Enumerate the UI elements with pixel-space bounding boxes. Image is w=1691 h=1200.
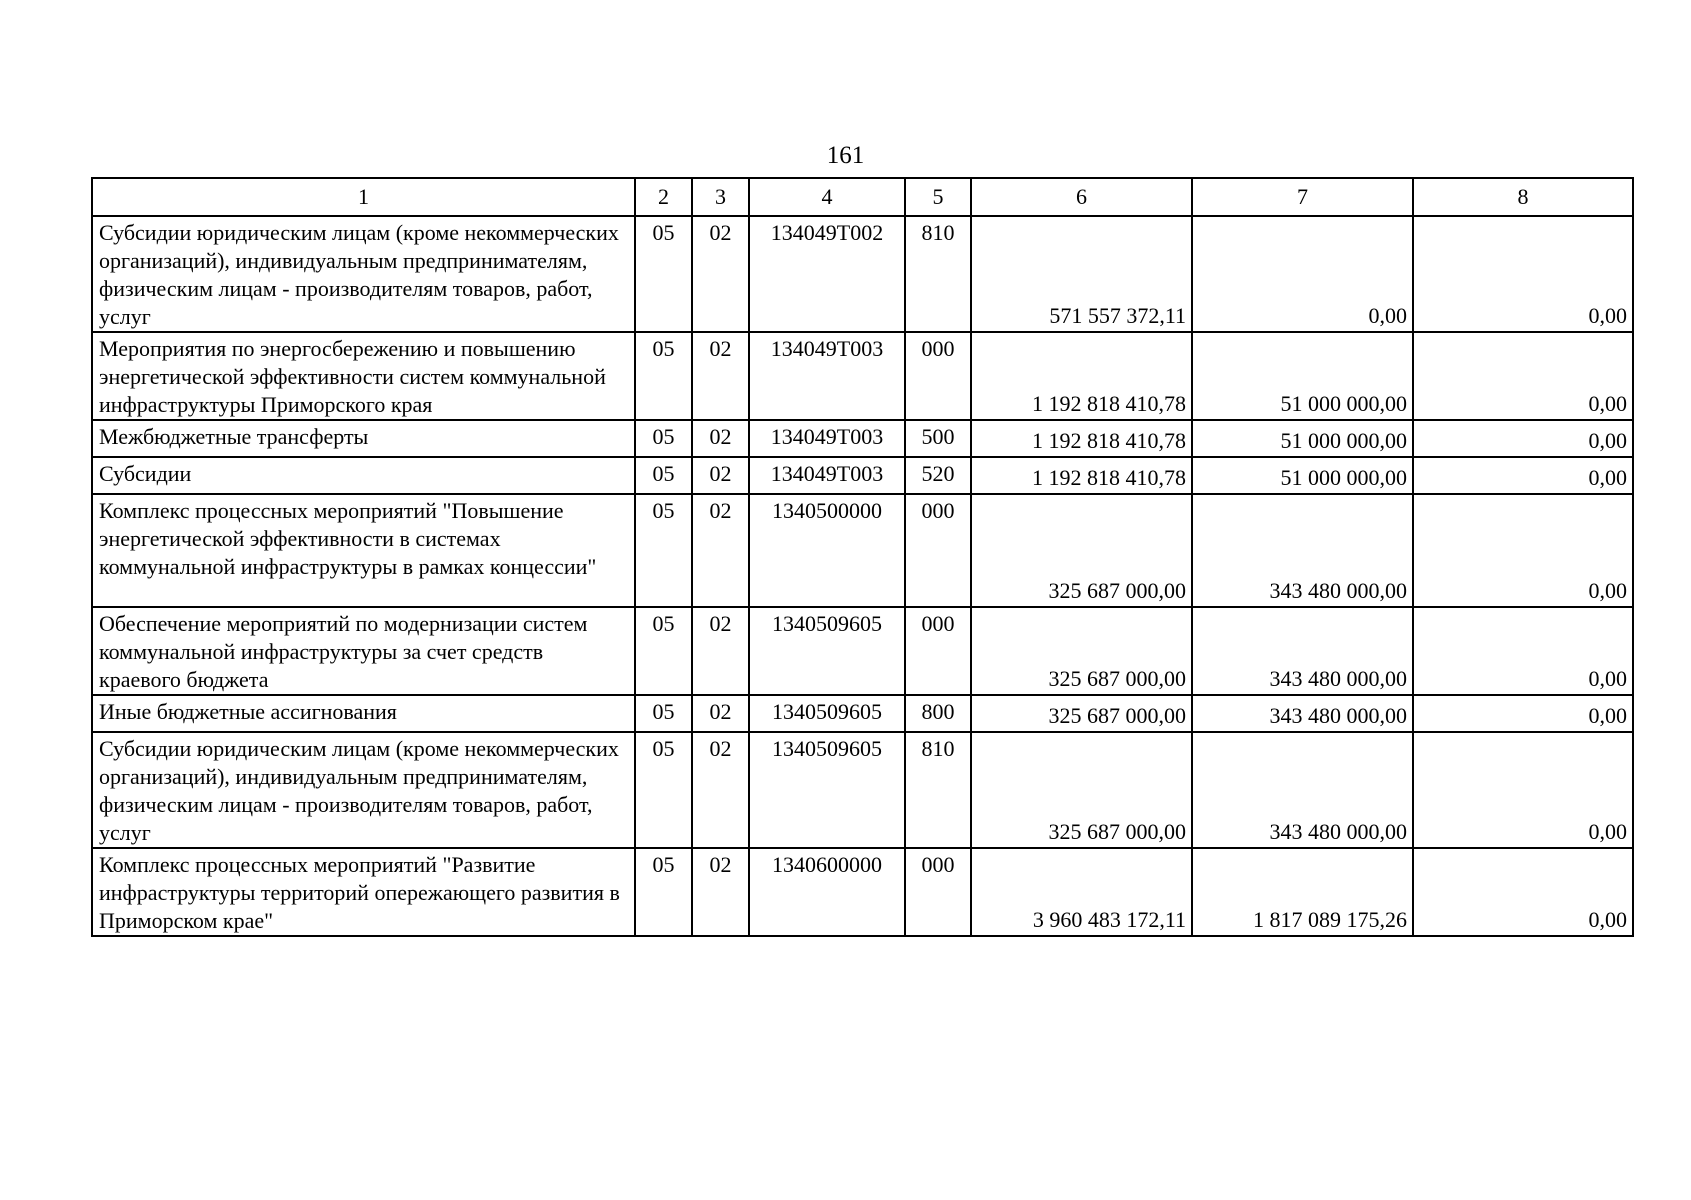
column-header-2: 2 <box>635 178 692 216</box>
amount-col7-cell: 0,00 <box>1192 216 1413 332</box>
subsection-code-cell: 02 <box>692 332 749 420</box>
expense-type-cell: 810 <box>905 216 971 332</box>
budget-table <box>91 177 1634 937</box>
row-name-cell: Межбюджетные трансферты <box>92 420 635 457</box>
amount-col8-cell: 0,00 <box>1413 216 1633 332</box>
section-code-cell: 05 <box>635 695 692 732</box>
amount-col8-cell: 0,00 <box>1413 695 1633 732</box>
page-number: 161 <box>826 142 865 169</box>
table-row <box>92 420 1633 457</box>
expense-type-cell: 500 <box>905 420 971 457</box>
amount-col6-cell: 3 960 483 172,11 <box>971 848 1192 936</box>
column-header-8: 8 <box>1413 178 1633 216</box>
section-code-cell: 05 <box>635 607 692 695</box>
table-row <box>92 332 1633 420</box>
target-article-cell: 134049Т003 <box>749 420 905 457</box>
row-name-cell: Обеспечение мероприятий по модернизации систем коммунальной инфраструктуры за счет средств краевого бюджета <box>92 607 635 695</box>
amount-col8-cell: 0,00 <box>1413 420 1633 457</box>
table-row <box>92 607 1633 695</box>
amount-col6-cell: 325 687 000,00 <box>971 607 1192 695</box>
section-code-cell: 05 <box>635 848 692 936</box>
section-code-cell: 05 <box>635 732 692 848</box>
subsection-code-cell: 02 <box>692 216 749 332</box>
target-article-cell: 1340500000 <box>749 494 905 607</box>
section-code-cell: 05 <box>635 216 692 332</box>
expense-type-cell: 810 <box>905 732 971 848</box>
row-name-cell: Субсидии юридическим лицам (кроме некоммерческих организаций), индивидуальным предпринимателям, физическим лицам - производителям товаров, работ, услуг <box>92 216 635 332</box>
header-row <box>92 178 1633 216</box>
subsection-code-cell: 02 <box>692 494 749 607</box>
section-code-cell: 05 <box>635 332 692 420</box>
amount-col8-cell: 0,00 <box>1413 607 1633 695</box>
target-article-cell: 1340509605 <box>749 607 905 695</box>
column-header-3: 3 <box>692 178 749 216</box>
row-name-cell: Мероприятия по энергосбережению и повышению энергетической эффективности систем коммунальной инфраструктуры Приморского края <box>92 332 635 420</box>
row-name-cell: Субсидии юридическим лицам (кроме некоммерческих организаций), индивидуальным предпринимателям, физическим лицам - производителям товаров, работ, услуг <box>92 732 635 848</box>
amount-col8-cell: 0,00 <box>1413 732 1633 848</box>
amount-col8-cell: 0,00 <box>1413 457 1633 494</box>
amount-col6-cell: 1 192 818 410,78 <box>971 420 1192 457</box>
target-article-cell: 134049Т002 <box>749 216 905 332</box>
column-header-4: 4 <box>749 178 905 216</box>
subsection-code-cell: 02 <box>692 607 749 695</box>
amount-col6-cell: 325 687 000,00 <box>971 732 1192 848</box>
table-row <box>92 848 1633 936</box>
amount-col6-cell: 1 192 818 410,78 <box>971 457 1192 494</box>
amount-col8-cell: 0,00 <box>1413 848 1633 936</box>
section-code-cell: 05 <box>635 457 692 494</box>
table-row <box>92 457 1633 494</box>
column-header-5: 5 <box>905 178 971 216</box>
column-header-6: 6 <box>971 178 1192 216</box>
table-row <box>92 695 1633 732</box>
amount-col8-cell: 0,00 <box>1413 494 1633 607</box>
amount-col6-cell: 325 687 000,00 <box>971 695 1192 732</box>
amount-col7-cell: 343 480 000,00 <box>1192 607 1413 695</box>
subsection-code-cell: 02 <box>692 420 749 457</box>
amount-col7-cell: 343 480 000,00 <box>1192 494 1413 607</box>
expense-type-cell: 520 <box>905 457 971 494</box>
section-code-cell: 05 <box>635 420 692 457</box>
expense-type-cell: 000 <box>905 607 971 695</box>
amount-col7-cell: 343 480 000,00 <box>1192 695 1413 732</box>
target-article-cell: 1340509605 <box>749 695 905 732</box>
subsection-code-cell: 02 <box>692 732 749 848</box>
expense-type-cell: 800 <box>905 695 971 732</box>
subsection-code-cell: 02 <box>692 457 749 494</box>
row-name-cell: Субсидии <box>92 457 635 494</box>
table-row <box>92 494 1633 607</box>
amount-col7-cell: 51 000 000,00 <box>1192 457 1413 494</box>
target-article-cell: 134049Т003 <box>749 457 905 494</box>
subsection-code-cell: 02 <box>692 848 749 936</box>
row-name-cell: Иные бюджетные ассигнования <box>92 695 635 732</box>
expense-type-cell: 000 <box>905 494 971 607</box>
amount-col7-cell: 1 817 089 175,26 <box>1192 848 1413 936</box>
column-header-1: 1 <box>92 178 635 216</box>
amount-col7-cell: 51 000 000,00 <box>1192 420 1413 457</box>
column-header-7: 7 <box>1192 178 1413 216</box>
amount-col6-cell: 571 557 372,11 <box>971 216 1192 332</box>
target-article-cell: 1340509605 <box>749 732 905 848</box>
amount-col6-cell: 325 687 000,00 <box>971 494 1192 607</box>
table-row <box>92 732 1633 848</box>
table-row <box>92 216 1633 332</box>
target-article-cell: 134049Т003 <box>749 332 905 420</box>
row-name-cell: Комплекс процессных мероприятий "Повышение энергетической эффективности в системах коммунальной инфраструктуры в рамках концессии" <box>92 494 635 607</box>
subsection-code-cell: 02 <box>692 695 749 732</box>
target-article-cell: 1340600000 <box>749 848 905 936</box>
expense-type-cell: 000 <box>905 848 971 936</box>
amount-col7-cell: 343 480 000,00 <box>1192 732 1413 848</box>
section-code-cell: 05 <box>635 494 692 607</box>
amount-col6-cell: 1 192 818 410,78 <box>971 332 1192 420</box>
amount-col7-cell: 51 000 000,00 <box>1192 332 1413 420</box>
expense-type-cell: 000 <box>905 332 971 420</box>
row-name-cell: Комплекс процессных мероприятий "Развитие инфраструктуры территорий опережающего развития в Приморском крае" <box>92 848 635 936</box>
amount-col8-cell: 0,00 <box>1413 332 1633 420</box>
